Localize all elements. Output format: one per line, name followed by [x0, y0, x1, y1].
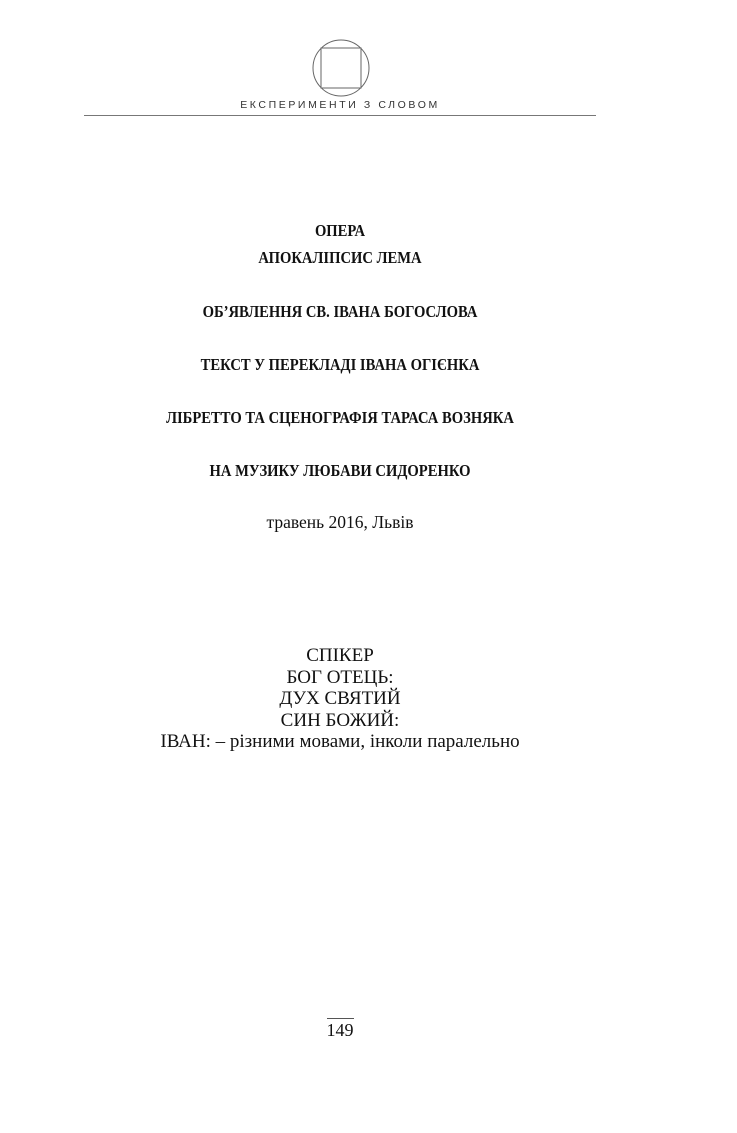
page-number-container: [84, 1018, 596, 1041]
translation-credit: ТЕКСТ У ПЕРЕКЛАДІ ІВАНА ОГІЄНКА: [200, 355, 480, 374]
music-credit: НА МУЗИКУ ЛЮБАВИ СИДОРЕНКО: [209, 461, 471, 480]
publisher-logo-icon: [311, 38, 371, 98]
title-opera: ОПЕРА: [314, 221, 366, 240]
cast-item-god-father: БОГ ОТЕЦЬ:: [286, 666, 394, 688]
cast-item-son-of-god: СИН БОЖИЙ:: [280, 709, 400, 731]
cast-item-speaker: СПІКЕР: [306, 645, 374, 666]
cast-list: [84, 645, 596, 753]
running-header: ЕКСПЕРИМЕНТИ З СЛОВОМ: [240, 99, 440, 111]
subtitle-revelation: ОБ’ЯВЛЕННЯ СВ. ІВАНА БОГОСЛОВА: [202, 302, 478, 321]
title-apocalypse: АПОКАЛІПСИС ЛЕМА: [258, 248, 422, 267]
cast-item-holy-spirit: ДУХ СВЯТИЙ: [279, 688, 401, 709]
cast-item-ivan: ІВАН: – різними мовами, інколи паралельно: [160, 731, 520, 752]
libretto-credit: ЛІБРЕТТО ТА СЦЕНОГРАФІЯ ТАРАСА ВОЗНЯКА: [166, 408, 514, 427]
date-place: травень 2016, Львів: [266, 512, 414, 532]
page-number: 149: [326, 1020, 354, 1040]
header-divider: [84, 115, 596, 116]
